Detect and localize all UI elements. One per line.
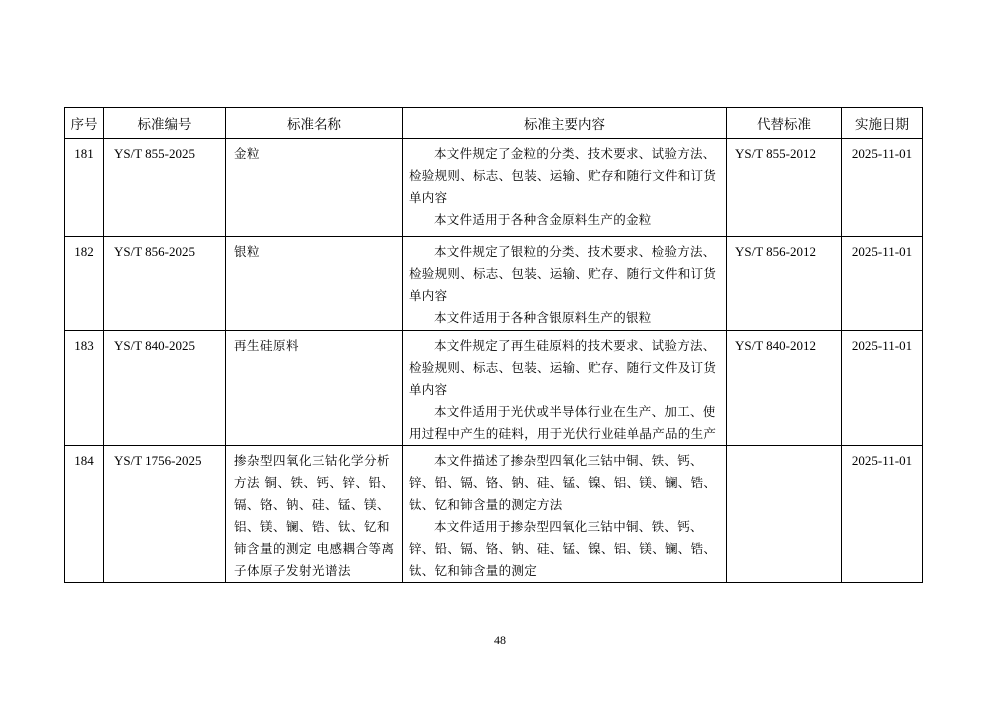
- content-paragraph: 本文件适用于光伏或半导体行业在生产、加工、使用过程中产生的硅料，用于光伏行业硅单晶产品的生产: [409, 404, 717, 441]
- standard-code-cell: YS/T 855-2025: [104, 139, 226, 237]
- standard-code-cell: YS/T 856-2025: [104, 237, 226, 331]
- content-paragraph: 本文件适用于各种含银原料生产的银粒: [434, 310, 652, 325]
- table-row: [65, 331, 923, 446]
- standard-name-cell: 掺杂型四氧化三钴化学分析方法 铜、铁、钙、锌、铅、镉、铬、钠、硅、锰、镁、铝、镁、镧、锆、钛、钇和铈含量的测定 电感耦合等离子体原子发射光谱法: [226, 446, 403, 583]
- standard-name-cell: 银粒: [226, 237, 403, 331]
- serial-no-cell: 184: [65, 446, 104, 583]
- main-content-cell: [403, 331, 727, 446]
- effective-date-cell: 2025-11-01: [842, 139, 923, 237]
- effective-date-cell: 2025-11-01: [842, 237, 923, 331]
- serial-no-cell: 181: [65, 139, 104, 237]
- content-paragraph: 本文件描述了掺杂型四氧化三钴中铜、铁、钙、锌、铅、镉、铬、钠、硅、锰、镍、铝、镁、镧、锆、钛、钇和铈含量的测定方法: [409, 453, 717, 512]
- table-header-row: [65, 108, 923, 139]
- standard-code-cell: YS/T 1756-2025: [104, 446, 226, 583]
- header-standard-name: 标准名称: [226, 108, 403, 139]
- content-paragraph: 本文件适用于掺杂型四氧化三钴中铜、铁、钙、锌、铅、镉、铬、钠、硅、锰、镍、铝、镁、镧、锆、钛、钇和铈含量的测定: [409, 519, 717, 578]
- standard-name-cell: 金粒: [226, 139, 403, 237]
- serial-no-cell: 183: [65, 331, 104, 446]
- standard-code-cell: YS/T 840-2025: [104, 331, 226, 446]
- table-row: [65, 237, 923, 331]
- content-paragraph: 本文件适用于各种含金原料生产的金粒: [434, 212, 652, 227]
- content-paragraph: 本文件规定了银粒的分类、技术要求、检验方法、检验规则、标志、包装、运输、贮存、随行文件和订货单内容: [409, 244, 717, 303]
- replaced-standard-cell: [727, 446, 842, 583]
- standards-table: [64, 107, 923, 583]
- header-effective-date: 实施日期: [842, 108, 923, 139]
- replaced-standard-cell: YS/T 840-2012: [727, 331, 842, 446]
- main-content-cell: [403, 139, 727, 237]
- effective-date-cell: 2025-11-01: [842, 331, 923, 446]
- table-row: [65, 446, 923, 583]
- replaced-standard-cell: YS/T 855-2012: [727, 139, 842, 237]
- main-content-cell: [403, 237, 727, 331]
- header-main-content: 标准主要内容: [403, 108, 727, 139]
- content-paragraph: 本文件规定了再生硅原料的技术要求、试验方法、检验规则、标志、包装、运输、贮存、随行文件及订货单内容: [409, 338, 717, 397]
- page-number: 48: [494, 633, 506, 647]
- standard-name-cell: 再生硅原料: [226, 331, 403, 446]
- serial-no-cell: 182: [65, 237, 104, 331]
- content-paragraph: 本文件规定了金粒的分类、技术要求、试验方法、检验规则、标志、包装、运输、贮存和随行文件和订货单内容: [409, 146, 717, 205]
- header-serial-no: 序号: [65, 108, 104, 139]
- header-replaced-standard: 代替标准: [727, 108, 842, 139]
- table-row: [65, 139, 923, 237]
- header-standard-code: 标准编号: [104, 108, 226, 139]
- main-content-cell: [403, 446, 727, 583]
- effective-date-cell: 2025-11-01: [842, 446, 923, 583]
- replaced-standard-cell: YS/T 856-2012: [727, 237, 842, 331]
